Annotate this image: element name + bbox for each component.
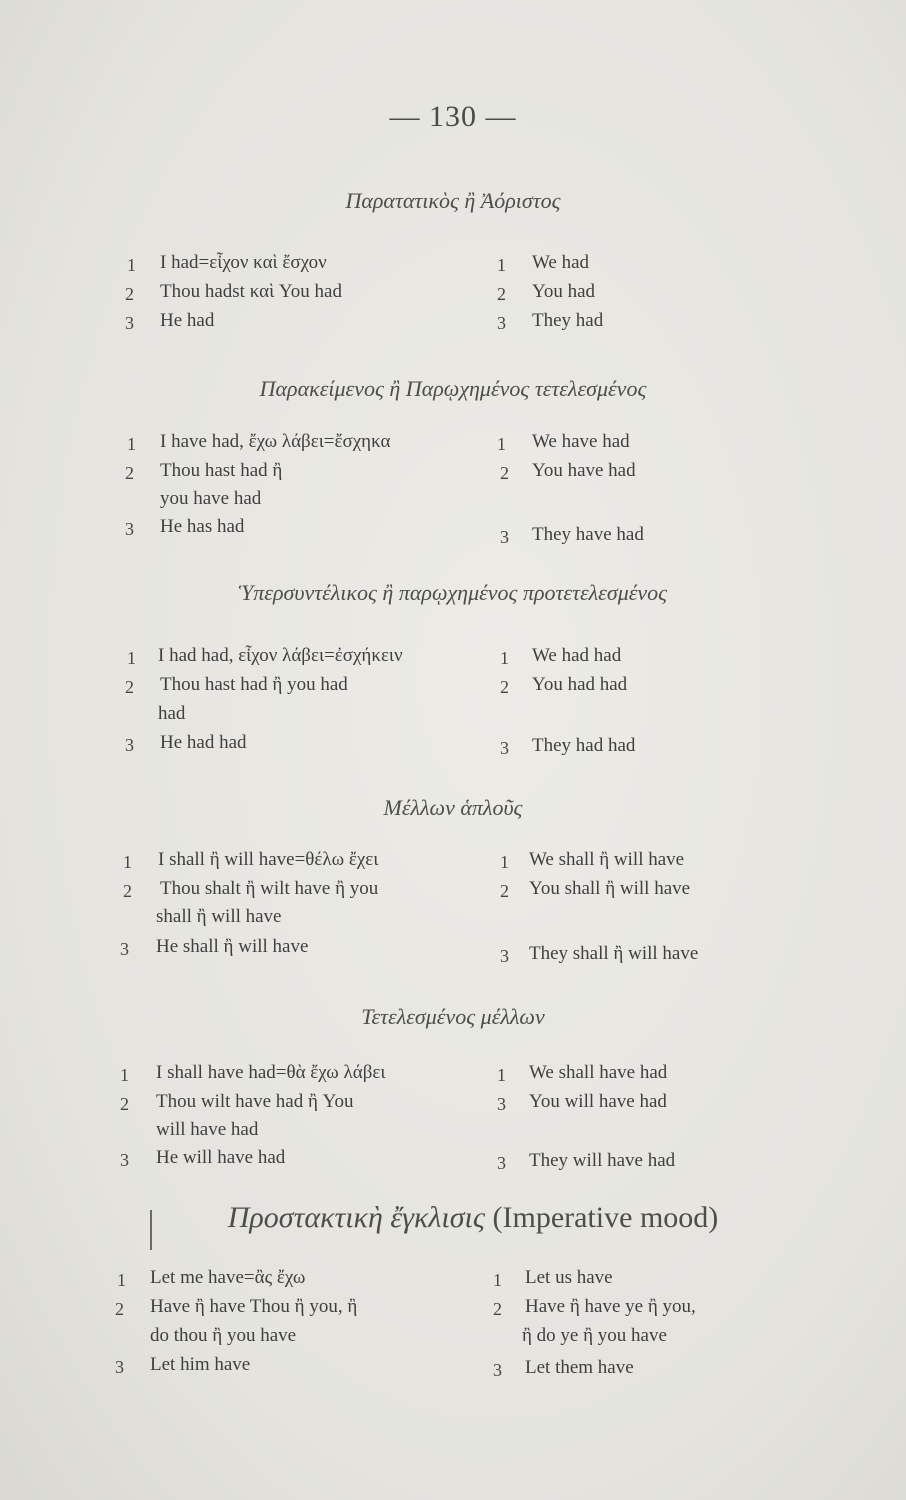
conjugation-plural: They had had <box>532 735 636 756</box>
conjugation-singular: He had <box>160 310 215 331</box>
row-number: 1 <box>500 852 509 872</box>
conjugation-singular: I had=εἶχον καὶ ἔσχον <box>160 252 327 273</box>
conjugation-plural: We had <box>532 252 590 273</box>
conjugation-singular: Let me have=ἂς ἔχω <box>150 1267 306 1288</box>
row-number: 3 <box>500 738 509 758</box>
row-number: 1 <box>497 1065 506 1085</box>
conjugation-plural: They had <box>532 310 604 331</box>
row-number: 3 <box>500 527 509 547</box>
row-number: 2 <box>500 881 509 901</box>
row-number: 3 <box>493 1360 502 1380</box>
conjugation-continuation: had <box>158 703 186 724</box>
row-number: 1 <box>497 434 506 454</box>
conjugation-plural: You have had <box>532 460 636 481</box>
conjugation-plural: They will have had <box>529 1150 676 1171</box>
conjugation-plural: Have ἢ have ye ἢ you, <box>525 1296 696 1317</box>
row-number: 1 <box>127 255 136 275</box>
conjugation-singular: Thou hast had ἢ you had <box>160 674 348 695</box>
row-number: 3 <box>120 1150 129 1170</box>
section-heading-perfect: Παρακείμενος ἢ Παρῳχημένος τετελεσμένος <box>259 376 647 401</box>
section-heading-future-perfect: Τετελεσμένος μέλλων <box>361 1004 545 1029</box>
row-number: 3 <box>125 519 134 539</box>
conjugation-singular: He had had <box>160 732 247 753</box>
row-number: 1 <box>120 1065 129 1085</box>
row-number: 3 <box>497 1153 506 1173</box>
conjugation-singular: I have had, ἔχω λάβει=ἔσχηκα <box>160 431 391 452</box>
conjugation-plural: They have had <box>532 524 644 545</box>
row-number: 3 <box>115 1357 124 1377</box>
row-number: 1 <box>500 648 509 668</box>
conjugation-singular: Thou shalt ἢ wilt have ἢ you <box>160 878 379 899</box>
row-number: 3 <box>497 1094 506 1114</box>
conjugation-singular: I had had, εἶχον λάβει=ἐσχήκειν <box>158 645 403 666</box>
conjugation-plural: You will have had <box>529 1091 667 1112</box>
conjugation-plural: They shall ἢ will have <box>529 943 699 964</box>
conjugation-continuation: shall ἢ will have <box>156 906 282 927</box>
conjugation-plural: We had had <box>532 645 622 666</box>
row-number: 2 <box>123 881 132 901</box>
row-number: 1 <box>123 852 132 872</box>
row-number: 2 <box>120 1094 129 1114</box>
conjugation-plural: Let them have <box>525 1357 634 1378</box>
row-number: 2 <box>500 463 509 483</box>
row-number: 2 <box>115 1299 124 1319</box>
row-number: 3 <box>500 946 509 966</box>
row-number: 2 <box>125 284 134 304</box>
row-number: 2 <box>500 677 509 697</box>
row-number: 2 <box>125 677 134 697</box>
conjugation-continuation: do thou ἢ you have <box>150 1325 297 1346</box>
conjugation-singular: He will have had <box>156 1147 286 1168</box>
row-number: 2 <box>125 463 134 483</box>
conjugation-continuation: you have had <box>160 488 262 509</box>
conjugation-plural: You had had <box>532 674 628 695</box>
row-number: 3 <box>120 939 129 959</box>
conjugation-plural: You had <box>532 281 596 302</box>
section-heading-future: Μέλλων ἁπλοῦς <box>383 795 523 820</box>
row-number: 3 <box>497 313 506 333</box>
conjugation-plural: We have had <box>532 431 630 452</box>
row-number: 3 <box>125 313 134 333</box>
row-number: 1 <box>127 648 136 668</box>
row-number: 1 <box>127 434 136 454</box>
conjugation-singular: Thou hast had ἢ <box>160 460 283 481</box>
row-number: 3 <box>125 735 134 755</box>
conjugation-continuation: will have had <box>156 1119 259 1140</box>
conjugation-singular: He shall ἢ will have <box>156 936 309 957</box>
conjugation-singular: He has had <box>160 516 245 537</box>
row-number: 1 <box>493 1270 502 1290</box>
conjugation-plural: We shall have had <box>529 1062 668 1083</box>
conjugation-singular: Thou hadst καὶ You had <box>160 281 342 302</box>
section-heading-pluperfect: Ὑπερσυντέλικος ἢ παρῳχημένος προτετελεσμένος <box>238 580 668 605</box>
row-number: 2 <box>493 1299 502 1319</box>
row-number: 2 <box>497 284 506 304</box>
conjugation-continuation: ἢ do ye ἢ you have <box>522 1325 667 1346</box>
row-number: 1 <box>117 1270 126 1290</box>
conjugation-singular: Thou wilt have had ἢ You <box>156 1091 354 1112</box>
conjugation-singular: Let him have <box>150 1354 251 1375</box>
conjugation-plural: Let us have <box>525 1267 613 1288</box>
page-number: — 130 — <box>389 100 517 133</box>
conjugation-plural: You shall ἢ will have <box>529 878 691 899</box>
imperative-latin-title: (Imperative mood) <box>492 1201 719 1234</box>
conjugation-singular: I shall ἢ will have=θέλω ἔχει <box>158 849 379 870</box>
row-number: 1 <box>497 255 506 275</box>
conjugation-singular: I shall have had=θὰ ἔχω λάβει <box>156 1062 386 1083</box>
conjugation-plural: We shall ἢ will have <box>529 849 685 870</box>
conjugation-singular: Have ἢ have Thou ἢ you, ἢ <box>150 1296 358 1317</box>
imperative-greek-title: Προστακτικὴ ἔγκλισις <box>227 1201 486 1234</box>
section-heading-imperfect: Παρατατικὸς ἢ Ἀόριστος <box>345 188 561 213</box>
section-heading-imperative <box>20 1201 906 1235</box>
